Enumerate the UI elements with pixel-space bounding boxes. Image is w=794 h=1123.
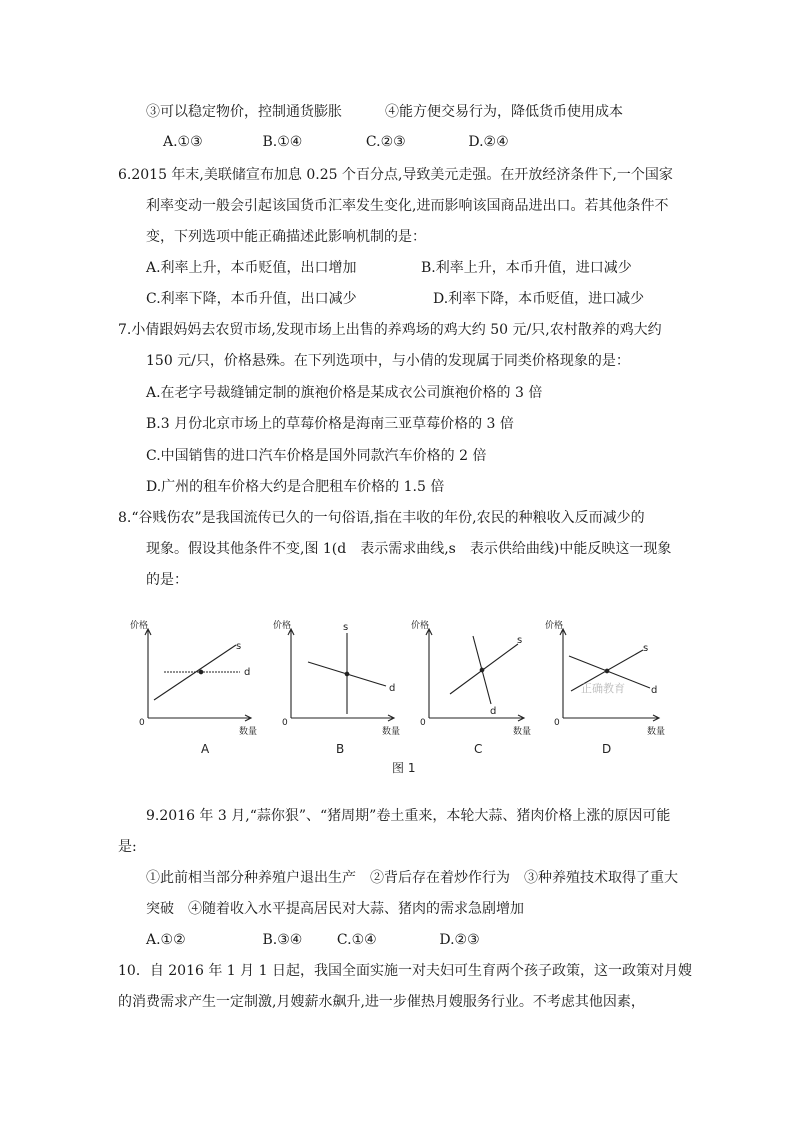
q6-option-c: C.利率下降，本币升值，出口减少 [146, 291, 357, 307]
q7-option-a: A.在老字号裁缝铺定制的旗袍价格是某成衣公司旗袍价格的 3 倍 [146, 385, 543, 401]
q6-stem-line-3: 变，下列选项中能正确描述此影响机制的是： [146, 229, 426, 245]
panel-d-demand-label: d [651, 685, 658, 696]
q8-stem-line-3: 的是： [146, 572, 188, 588]
figure-1-supply-demand-panels [118, 618, 678, 778]
panel-d-y-label: 价格 [545, 621, 564, 631]
figure-caption: 图 1 [392, 761, 416, 775]
panel-d-x-label: 数量 [647, 727, 666, 737]
q7-option-d: D.广州的租车价格大约是合肥租车价格的 1.5 倍 [146, 479, 445, 495]
q7-option-b: B.3 月份北京市场上的草莓价格是海南三亚草莓价格的 3 倍 [146, 416, 514, 432]
q9-option-d: D.②③ [439, 932, 480, 948]
panel-a-letter: A [201, 742, 210, 756]
q9-statements-line-1: ①此前相当部分种养殖户退出生产 ②背后存在着炒作行为 ③种养殖技术取得了重大 [146, 870, 678, 886]
q6-option-a: A.利率上升，本币贬值，出口增加 [146, 260, 357, 276]
q10-stem-line-2: 的消费需求产生一定制激,月嫂薪水飙升,进一步催热月嫂服务行业。不考虑其他因素， [118, 994, 645, 1010]
q7-stem-line-2: 150 元/只，价格悬殊。在下列选项中，与小倩的发现属于同类价格现象的是： [146, 353, 630, 369]
panel-b-letter: B [336, 742, 345, 756]
panel-a-demand-label: d [244, 667, 251, 678]
panel-a-equilibrium-point [199, 670, 203, 674]
q6-stem-line-1: 6.2015 年末,美联储宣布加息 0.25 个百分点,导致美元走强。在开放经济条件下,一个国家 [118, 167, 673, 183]
q6-option-b: B.利率上升，本币升值，进口减少 [421, 260, 632, 276]
panel-b-x-label: 数量 [382, 727, 401, 737]
panel-c-origin: 0 [420, 718, 426, 728]
panel-d-watermark: 正确教育 [581, 682, 625, 695]
panel-d-letter: D [602, 742, 612, 756]
panel-a-origin: 0 [139, 718, 145, 728]
panel-a-x-label: 数量 [239, 727, 258, 737]
panel-c-y-label: 价格 [411, 621, 430, 631]
panel-b [288, 629, 394, 721]
q10-stem-line-1: 10．自 2016 年 1 月 1 日起，我国全面实施一对夫妇可生育两个孩子政策，这一政策对月嫂 [118, 963, 692, 979]
q9-options [146, 930, 480, 950]
q9-option-a: A.①② [146, 932, 186, 948]
panel-d-origin: 0 [554, 718, 560, 728]
panel-b-demand-label: d [389, 683, 396, 694]
panel-c-x-label: 数量 [513, 727, 532, 737]
q9-statements-line-2: 突破 ④随着收入水平提高居民对大蒜、猪肉的需求急剧增加 [146, 901, 524, 917]
q9-option-b: B.③④ [262, 932, 303, 948]
panel-c-letter: C [474, 742, 483, 756]
panel-b-equilibrium-point [345, 672, 349, 676]
panel-c-demand-label: d [490, 706, 497, 717]
q9-stem-line-1: 9.2016 年 3 月,“蒜你狠”、“猪周期”卷土重来，本轮大蒜、猪肉价格上涨的原因可能 [146, 808, 671, 824]
panel-a-supply-label: s [236, 641, 242, 652]
q5-statement-4: ④能方便交易行为，降低货币使用成本 [385, 104, 623, 120]
panel-b-y-label: 价格 [273, 621, 292, 631]
panel-c-supply-label: s [517, 635, 523, 646]
panel-c [426, 629, 524, 721]
panel-b-supply-label: s [343, 622, 349, 633]
panel-a-y-label: 价格 [130, 621, 149, 631]
panel-d-supply-label: s [643, 643, 649, 654]
q6-option-d: D.利率下降，本币贬值，进口减少 [433, 291, 645, 307]
q5-statement-3: ③可以稳定物价，控制通货膨胀 [146, 104, 342, 120]
q8-stem-line-1: 8.“谷贱伤农”是我国流传已久的一句俗语,指在丰收的年份,农民的种粮收入反而减少的 [118, 510, 645, 526]
panel-b-origin: 0 [282, 718, 288, 728]
q6-stem-line-2: 利率变动一般会引起该国货币汇率发生变化,进而影响该国商品进出口。若其他条件不 [146, 198, 669, 214]
q5-option-d: D.②④ [468, 134, 509, 150]
q8-stem-line-2: 现象。假设其他条件不变,图 1(d 表示需求曲线,s 表示供给曲线)中能反映这一现象 [146, 541, 672, 557]
q5-option-a: A.①③ [163, 134, 203, 150]
q5-option-c: C.②③ [365, 134, 406, 150]
q5-options [163, 132, 509, 152]
q7-option-c: C.中国销售的进口汽车价格是国外同款汽车价格的 2 倍 [146, 448, 487, 464]
panel-c-equilibrium-point [480, 668, 484, 672]
q7-stem-line-1: 7.小倩跟妈妈去农贸市场,发现市场上出售的养鸡场的鸡大约 50 元/只,农村散养的鸡大约 [118, 322, 662, 338]
q5-option-b: B.①④ [262, 134, 303, 150]
q9-option-c: C.①④ [336, 932, 377, 948]
q9-stem-line-2: 是: [118, 839, 137, 855]
panel-d-equilibrium-point [605, 669, 609, 673]
